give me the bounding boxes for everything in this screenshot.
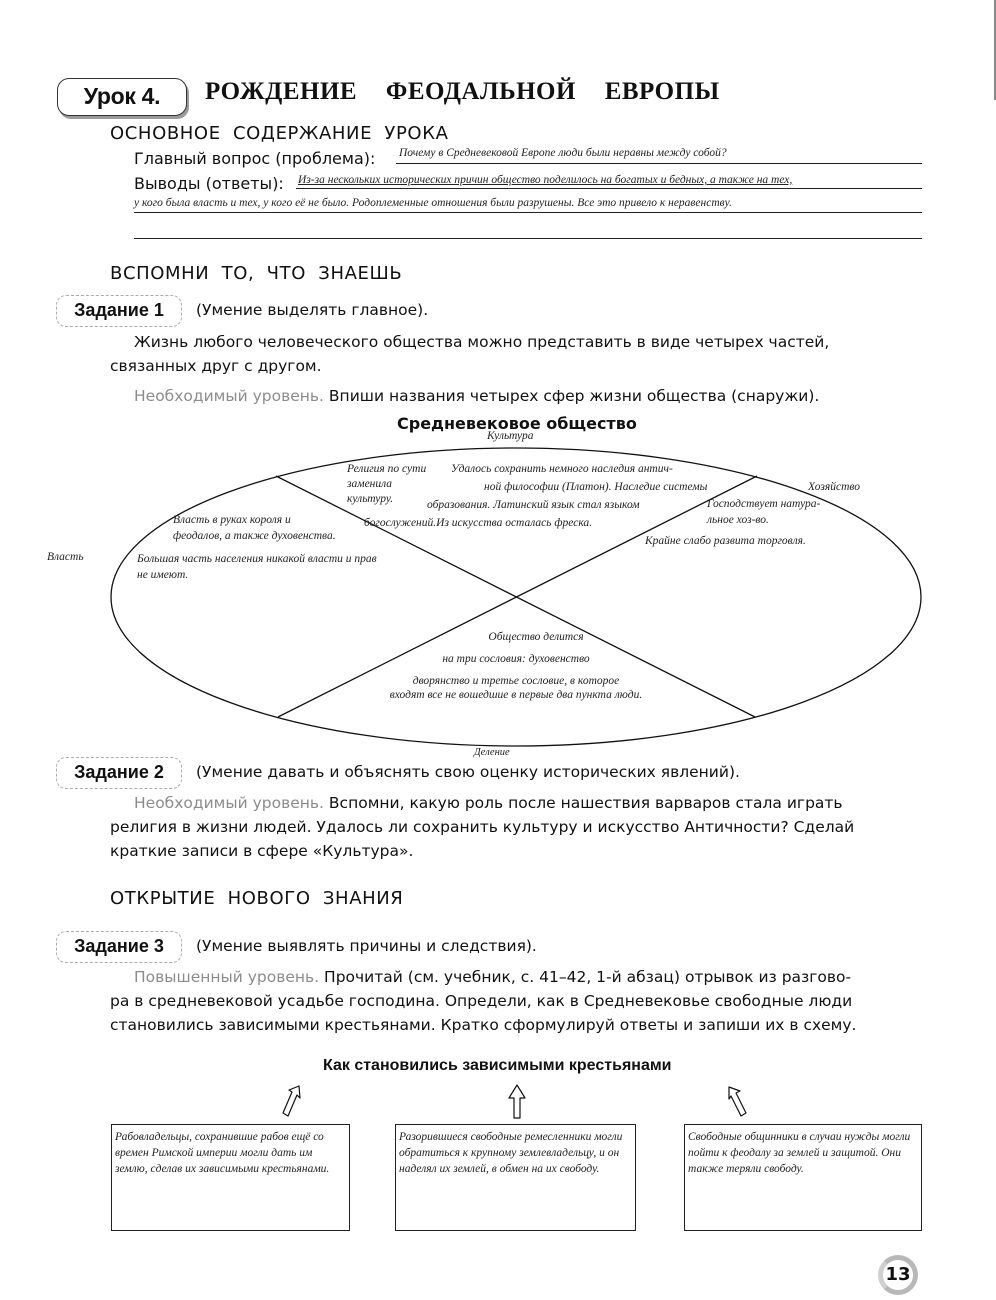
- scheme-answer-box-1[interactable]: Рабовладельцы, сохранившие рабов ещё со времен Римской империи могли дать им землю, сделав их зависимыми крестьянами.: [111, 1124, 350, 1231]
- task-2-level: Необходимый уровень.: [134, 794, 324, 812]
- scheme-title: Как становились зависимыми крестьянами: [323, 1057, 672, 1074]
- sphere-label-division[interactable]: Деление: [474, 747, 510, 758]
- diagram-title: Средневековое общество: [397, 414, 637, 433]
- scheme-answer-box-2[interactable]: Разорившиеся свободные ремесленники могли обратиться к крупному землевладельцу, и он наделял их землей, в обмен на их свободу.: [395, 1124, 636, 1231]
- conclusions-answer-line-1[interactable]: Из-за нескольких исторических причин общество поделилось на богатых и бедных, а также на тех,: [298, 174, 793, 186]
- task-2-text-3: краткие записи в сфере «Культура».: [110, 842, 414, 860]
- sphere-label-culture[interactable]: Культура: [487, 430, 534, 442]
- question-label: Главный вопрос (проблема):: [134, 149, 376, 168]
- main-content-heading: ОСНОВНОЕ СОДЕРЖАНИЕ УРОКА: [110, 123, 449, 144]
- task-3-badge-label: Задание 3: [74, 936, 164, 956]
- sphere-label-power[interactable]: Власть: [47, 551, 84, 563]
- task-2-badge-label: Задание 2: [74, 762, 164, 782]
- task-3-level: Повышенный уровень.: [134, 968, 320, 986]
- scheme-answer-box-3[interactable]: Свободные общинники в случаи нужды могли пойти к феодалу за землей и защитой. Они также теряли свободу.: [684, 1124, 922, 1231]
- task-3-skill: (Умение выявлять причины и следствия).: [196, 937, 537, 955]
- task-2-text-2: религия в жизни людей. Удалось ли сохранить культуру и искусство Античности? Сделай: [110, 818, 855, 836]
- task-1-instruction: Впиши названия четырех сфер жизни общества (снаружи).: [328, 387, 820, 405]
- culture-religion-note[interactable]: Религия по сути заменила культуру.: [347, 463, 427, 505]
- power-note-top[interactable]: Власть в руках короля и феодалов, а также духовенства.: [173, 514, 336, 542]
- lesson-title: РОЖДЕНИЕ ФЕОДАЛЬНОЙ ЕВРОПЫ: [205, 78, 720, 105]
- task-3-text-3: становились зависимыми крестьянами. Кратко сформулируй ответы и запиши их в схему.: [110, 1016, 857, 1034]
- task-1-intro-2: связанных друг с другом.: [110, 357, 322, 375]
- task-3-badge: [56, 931, 182, 963]
- arrow-up-icon: [506, 1082, 528, 1122]
- sphere-label-economy[interactable]: Хозяйство: [808, 481, 860, 493]
- arrow-up-right-icon: [280, 1082, 310, 1122]
- conclusions-answer-line-2[interactable]: у кого была власть и тех, у кого её не было. Родоплеменные отношения были разрушены. Все это привело к неравенству.: [134, 197, 732, 209]
- task-1-badge-label: Задание 1: [74, 300, 164, 320]
- task-1-intro-1: Жизнь любого человеческого общества можно представить в виде четырех частей,: [134, 333, 830, 351]
- question-answer[interactable]: Почему в Средневековой Европе люди были неравны между собой?: [399, 147, 727, 159]
- task-2-skill: (Умение давать и объяснять свою оценку исторических явлений).: [196, 763, 740, 781]
- task-2-badge: [56, 757, 182, 789]
- culture-heritage-note[interactable]: Удалось сохранить немного наследия антич- ной философии (Платон). Наследие системы образования. Латинский язык стал языком богослужений.Из искусства осталась фреска.: [364, 463, 708, 529]
- arrow-up-left-icon: [723, 1082, 753, 1122]
- task-3-text-2: ра в средневековой усадьбе господина. Определи, как в Средневековье свободные люди: [110, 992, 853, 1010]
- page-number-badge: [878, 1255, 918, 1295]
- lesson-badge-label: Урок 4.: [83, 83, 161, 109]
- division-note[interactable]: Общество делится на три сословия: духовенство дворянство и третье сословие, в которое входят все не вошедшие в первые два пункта люди.: [389, 631, 643, 701]
- page-number: 13: [885, 1264, 911, 1285]
- economy-note[interactable]: Господствует натура- льное хоз-во. Крайне слабо развита торговля.: [645, 498, 821, 547]
- conclusions-label: Выводы (ответы):: [134, 174, 284, 193]
- task-1-skill: (Умение выделять главное).: [196, 301, 429, 319]
- recall-heading: ВСПОМНИ ТО, ЧТО ЗНАЕШЬ: [110, 263, 403, 284]
- task-1-level: Необходимый уровень.: [134, 387, 324, 405]
- task-2-text-1: Необходимый уровень. Вспомни, какую роль после нашествия варваров стала играть: [134, 794, 843, 812]
- task-3-text-1: Повышенный уровень. Прочитай (см. учебник, с. 41–42, 1-й абзац) отрывок из разгово-: [134, 968, 852, 986]
- discovery-heading: ОТКРЫТИЕ НОВОГО ЗНАНИЯ: [110, 888, 404, 909]
- power-note-bottom[interactable]: Большая часть населения никакой власти и прав не имеют.: [137, 553, 377, 581]
